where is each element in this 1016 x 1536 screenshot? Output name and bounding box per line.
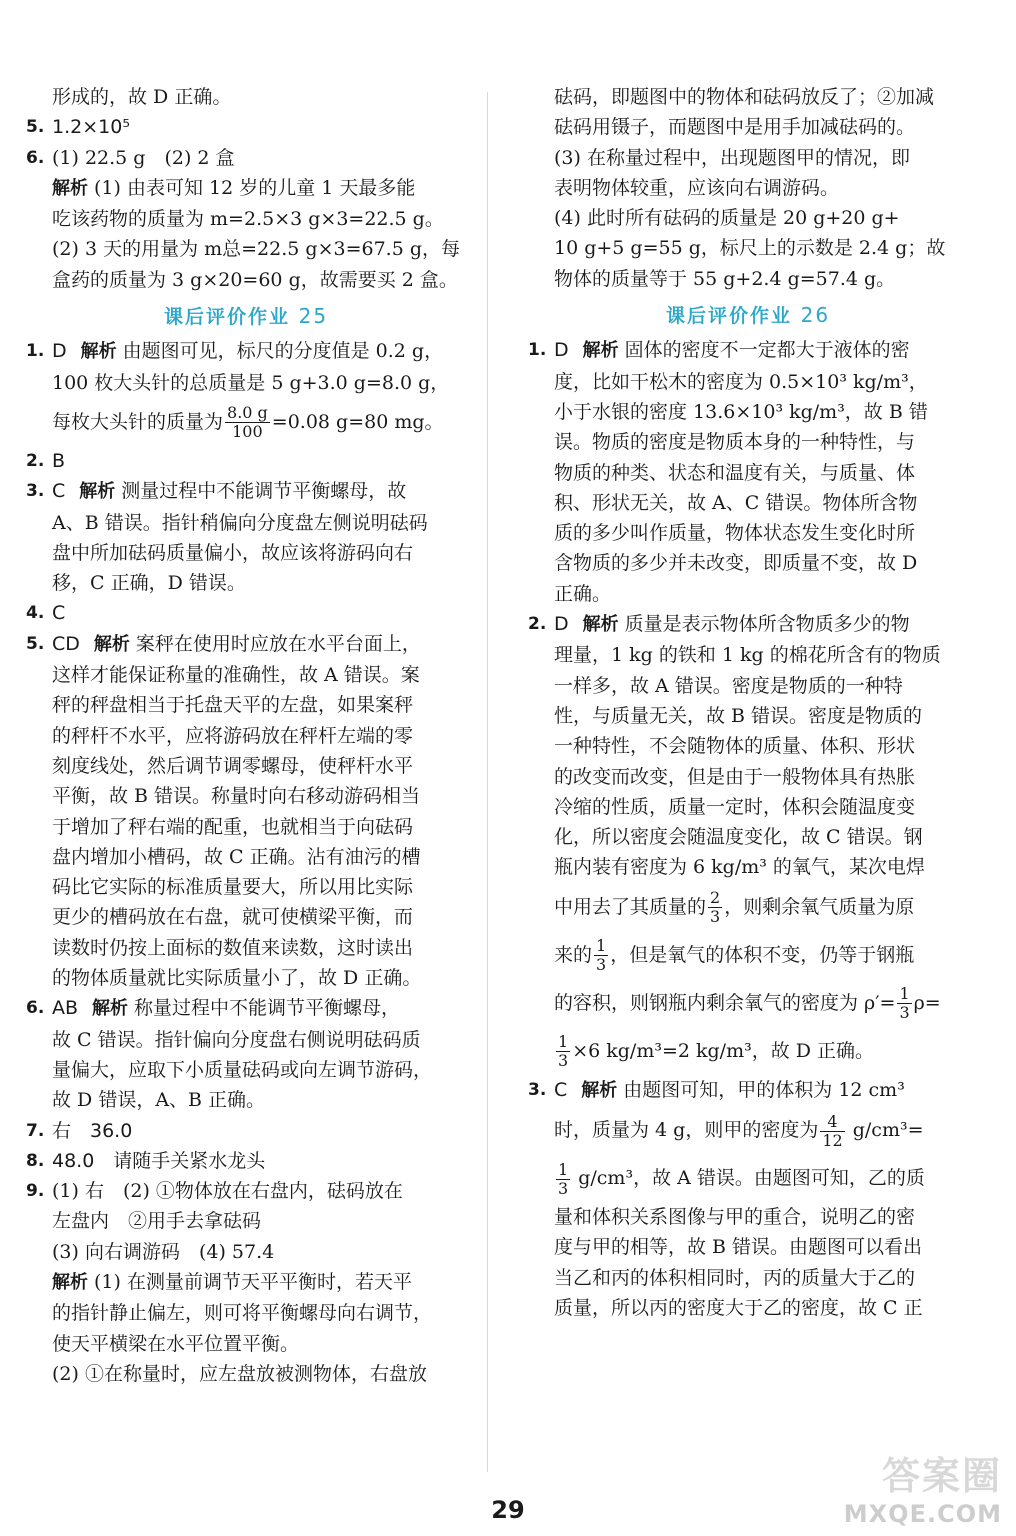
denominator: 3 xyxy=(558,1051,569,1071)
question-1 xyxy=(26,336,466,446)
text-segment: ，则剩余氧气质量为原 xyxy=(724,895,915,918)
text-line: (2) ①在称量时，应左盘放被测物体，右盘放 xyxy=(52,1362,427,1385)
text-line: 盘内增加小槽码，故 C 正确。沾有油污的槽 xyxy=(52,845,421,868)
question-number: 2. xyxy=(528,614,547,635)
text-line: 性，与质量无关，故 B 错误。密度是物质的 xyxy=(554,704,923,727)
heading-text: 课后评价作业 xyxy=(163,306,290,329)
question-8 xyxy=(26,1146,466,1176)
question-number: 2. xyxy=(26,450,45,471)
denominator: 3 xyxy=(899,1003,910,1023)
text-line: 含物质的多少并未改变，即质量不变，故 D xyxy=(554,552,918,575)
text-segment: =0.08 g=80 mg。 xyxy=(271,410,444,433)
fraction-line xyxy=(52,398,466,446)
text-line: 瓶内装有密度为 6 kg/m³ 的氧气，某次电焊 xyxy=(554,856,925,879)
text-line: 100 枚大头针的总质量是 5 g+3.0 g=8.0 g， xyxy=(52,371,450,394)
column-divider xyxy=(487,92,488,1472)
text-line: 砝码，即题图中的物体和砝码放反了；②加减 xyxy=(554,86,935,108)
answer: 左盘内 ②用手去拿砝码 xyxy=(52,1210,262,1233)
question-number: 6. xyxy=(26,998,45,1019)
question-number: 5. xyxy=(26,117,45,138)
text-line: 砝码用镊子，而题图中是用手加减砝码的。 xyxy=(554,116,916,139)
text-line: 质的多少叫作质量，物体状态发生变化时所 xyxy=(554,522,916,545)
numerator: 1 xyxy=(558,1159,569,1179)
text-segment: 时，质量为 4 g，则甲的密度为 xyxy=(554,1119,819,1142)
denominator: 12 xyxy=(822,1130,843,1150)
page-number: 29 xyxy=(491,1496,525,1524)
text-segment: 中用去了其质量的 xyxy=(554,895,707,918)
text-line: 吃该药物的质量为 m=2.5×3 g×3=22.5 g。 xyxy=(52,208,444,231)
answer: CD xyxy=(52,632,80,655)
right-column xyxy=(528,82,968,1323)
text-segment: g/cm³，故 A 错误。由题图可知，乙的质 xyxy=(572,1167,925,1190)
question-3 xyxy=(528,1075,968,1323)
answer: 1.2×10⁵ xyxy=(52,116,130,139)
heading-text: 课后评价作业 xyxy=(665,305,792,328)
analysis-tag: 解析 xyxy=(582,340,619,362)
answer: 右 36.0 xyxy=(52,1119,133,1142)
question-number: 1. xyxy=(528,340,547,361)
question-6 xyxy=(26,143,466,295)
analysis-tag: 解析 xyxy=(92,998,129,1020)
text-line: 积、形状无关，故 A、C 错误。物体所含物 xyxy=(554,491,918,514)
analysis-tag: 解析 xyxy=(581,1079,618,1101)
denominator: 3 xyxy=(558,1178,569,1198)
fraction-line xyxy=(554,883,968,931)
text-segment: ρ= xyxy=(913,991,941,1014)
question-number: 8. xyxy=(26,1150,45,1171)
text-line: 这样才能保证称量的准确性，故 A 错误。案 xyxy=(52,664,420,687)
numerator: 1 xyxy=(899,984,910,1004)
answer: C xyxy=(554,1078,568,1101)
question-number: 5. xyxy=(26,633,45,654)
watermark-url: MXQE.COM xyxy=(843,1500,1002,1528)
text-line: 移，C 正确，D 错误。 xyxy=(52,572,246,595)
denominator: 3 xyxy=(596,955,607,975)
numerator: 4 xyxy=(820,1113,844,1132)
question-number: 6. xyxy=(26,147,45,168)
question-1 xyxy=(528,335,968,609)
text-line: 当乙和丙的体积相同时，丙的质量大于乙的 xyxy=(554,1266,916,1289)
text-line: (1) 由表可知 12 岁的儿童 1 天最多能 xyxy=(94,176,416,199)
text-segment: 每枚大头针的质量为 xyxy=(52,410,224,433)
text-line: 读数时仍按上面标的数值来读数，这时读出 xyxy=(52,936,414,959)
answer: C xyxy=(52,480,66,503)
heading-number: 26 xyxy=(800,303,831,328)
text-segment: ，但是氧气的体积不变，仍等于钢瓶 xyxy=(610,943,915,966)
text-line: 度，比如干松木的密度为 0.5×10³ kg/m³， xyxy=(554,370,928,393)
text-line: 的秤杆不水平，应将游码放在秤杆左端的零 xyxy=(52,724,414,747)
analysis-tag: 解析 xyxy=(52,1271,88,1293)
text-line: 误。物质的密度是物质本身的一种特性，与 xyxy=(554,431,916,454)
answer: AB xyxy=(52,997,79,1020)
fraction xyxy=(225,404,270,441)
text-line: 称量过程中不能调节平衡螺母， xyxy=(134,997,401,1020)
answer: 48.0 请随手关紧水龙头 xyxy=(52,1149,266,1172)
text-segment: ×6 kg/m³=2 kg/m³，故 D 正确。 xyxy=(572,1039,875,1062)
text-line: 盘中所加砝码质量偏小，故应该将游码向右 xyxy=(52,541,414,564)
question-2 xyxy=(528,609,968,1075)
numerator: 1 xyxy=(596,936,607,956)
fraction xyxy=(708,889,722,926)
answer: D xyxy=(52,340,67,363)
denominator: 3 xyxy=(710,907,721,927)
text-line: 测量过程中不能调节平衡螺母，故 xyxy=(121,480,407,503)
denominator: 100 xyxy=(232,422,263,442)
text-line: 刻度线处，然后调节调零螺母，使秤杆水平 xyxy=(52,754,414,777)
heading-number: 25 xyxy=(298,304,329,329)
section-heading-26 xyxy=(528,300,968,331)
question-9 xyxy=(26,1176,466,1389)
fraction xyxy=(594,937,608,974)
answer: (1) 22.5 g (2) 2 盒 xyxy=(52,146,235,169)
left-column xyxy=(26,82,466,1389)
text-line: (3) 在称量过程中，出现题图甲的情况，即 xyxy=(554,146,910,169)
answer: D xyxy=(554,613,569,636)
text-line: 更少的槽码放在右盘，就可使横梁平衡，而 xyxy=(52,906,414,929)
fraction xyxy=(820,1113,844,1150)
text-line: (2) 3 天的用量为 m总=22.5 g×3=67.5 g，每 xyxy=(52,238,460,261)
question-number: 3. xyxy=(26,481,45,502)
text-line: 度与甲的相等，故 B 错误。由题图可以看出 xyxy=(554,1236,923,1259)
question-number: 4. xyxy=(26,603,45,624)
text-line: 秤的秤盘相当于托盘天平的左盘，如果案秤 xyxy=(52,694,414,717)
text-segment: 来的 xyxy=(554,943,593,966)
question-5b xyxy=(26,629,466,994)
text-line: 由题图可知，甲的体积为 12 cm³ xyxy=(623,1078,905,1101)
text-line: 小于水银的密度 13.6×10³ kg/m³，故 B 错 xyxy=(554,400,928,423)
text-line: 量和体积关系图像与甲的重合，说明乙的密 xyxy=(554,1206,916,1229)
question-5 xyxy=(26,112,466,142)
question-7 xyxy=(26,1116,466,1146)
text-line: 使天平横梁在水平位置平衡。 xyxy=(52,1332,300,1355)
numerator: 1 xyxy=(558,1032,569,1052)
answer: C xyxy=(52,602,66,625)
text-line: 于增加了秤右端的配重，也就相当于向砝码 xyxy=(52,815,414,838)
text-line: 冷缩的性质，质量一定时，体积会随温度变 xyxy=(554,795,916,818)
text-line: 的改变而改变，但是由于一般物体具有热胀 xyxy=(554,765,916,788)
fraction xyxy=(556,1033,570,1070)
text-line: 物体的质量等于 55 g+2.4 g=57.4 g。 xyxy=(554,267,896,290)
analysis-tag: 解析 xyxy=(93,633,130,655)
fraction-line xyxy=(554,1154,968,1202)
text-line: 化，所以密度会随温度变化，故 C 错误。钢 xyxy=(554,826,923,849)
question-number: 9. xyxy=(26,1181,45,1202)
question-6b xyxy=(26,993,466,1115)
text-line: 一样多，故 A 错误。密度是物质的一种特 xyxy=(554,674,903,697)
answer: (3) 向右调游码 (4) 57.4 xyxy=(52,1240,275,1263)
text-line: 故 C 错误。指针偏向分度盘右侧说明砝码质 xyxy=(52,1028,421,1051)
text-line: 表明物体较重，应该向右调游码。 xyxy=(554,176,840,199)
question-4 xyxy=(26,598,466,628)
answer: D xyxy=(554,339,569,362)
text-line: 盒药的质量为 3 g×20=60 g，故需要买 2 盒。 xyxy=(52,268,458,291)
text-line: A、B 错误。指针稍偏向分度盘左侧说明砝码 xyxy=(52,511,428,534)
text-line: 故 D 错误，A、B 正确。 xyxy=(52,1089,266,1112)
text-line: 一种特性，不会随物体的质量、体积、形状 xyxy=(554,735,916,758)
question-number: 7. xyxy=(26,1120,45,1141)
analysis-tag: 解析 xyxy=(582,614,619,636)
question-3 xyxy=(26,476,466,598)
text-line: 固体的密度不一定都大于液体的密 xyxy=(624,339,910,362)
text-line: 质量是表示物体所含物质多少的物 xyxy=(624,613,910,636)
numerator: 8.0 g xyxy=(227,403,268,423)
numerator: 2 xyxy=(710,888,721,908)
answer: (1) 右 (2) ①物体放在右盘内，砝码放在 xyxy=(52,1180,403,1203)
question-number: 1. xyxy=(26,341,45,362)
text-line: 质量，所以丙的密度大于乙的密度，故 C 正 xyxy=(554,1296,923,1319)
text-line: 量偏大，应取下小质量砝码或向左调节游码， xyxy=(52,1058,433,1081)
text-line: 由题图可见，标尺的分度值是 0.2 g， xyxy=(122,340,444,363)
text-line: (1) 在测量前调节天平平衡时，若天平 xyxy=(94,1270,412,1293)
fraction-line xyxy=(554,979,968,1027)
text-line: 案秤在使用时应放在水平台面上， xyxy=(135,632,421,655)
text-segment: 的容积，则钢瓶内剩余氧气的密度为 ρ′= xyxy=(554,991,896,1014)
text-line: 码比它实际的标准质量要大，所以用比实际 xyxy=(52,876,414,899)
text-line: 理量，1 kg 的铁和 1 kg 的棉花所含有的物质 xyxy=(554,644,941,667)
fraction-line xyxy=(554,1106,968,1154)
text-line: 的指针静止偏左，则可将平衡螺母向右调节， xyxy=(52,1302,433,1325)
fraction xyxy=(556,1161,570,1198)
text-line: 平衡，故 B 错误。称量时向右移动游码相当 xyxy=(52,785,421,808)
watermark-logo: 答案圈 xyxy=(881,1454,1002,1498)
text-segment: g/cm³= xyxy=(846,1119,924,1142)
question-number: 3. xyxy=(528,1079,547,1100)
section-heading-25 xyxy=(26,301,466,332)
analysis-tag: 解析 xyxy=(80,341,117,363)
text-line: 的物体质量就比实际质量小了，故 D 正确。 xyxy=(52,967,422,990)
fraction xyxy=(897,985,911,1022)
text-line: 正确。 xyxy=(554,582,612,605)
analysis-tag: 解析 xyxy=(52,177,88,199)
fraction-line xyxy=(554,931,968,979)
text-line: 形成的，故 D 正确。 xyxy=(52,86,232,108)
fraction-line xyxy=(554,1027,968,1075)
answer: B xyxy=(52,449,66,472)
text-line: 物质的种类、状态和温度有关，与质量、体 xyxy=(554,461,916,484)
text-line: (4) 此时所有砝码的质量是 20 g+20 g+ xyxy=(554,207,900,230)
question-2 xyxy=(26,446,466,476)
watermark xyxy=(844,1445,1002,1528)
text-line: 10 g+5 g=55 g，标尺上的示数是 2.4 g；故 xyxy=(554,237,946,260)
analysis-tag: 解析 xyxy=(79,481,116,503)
